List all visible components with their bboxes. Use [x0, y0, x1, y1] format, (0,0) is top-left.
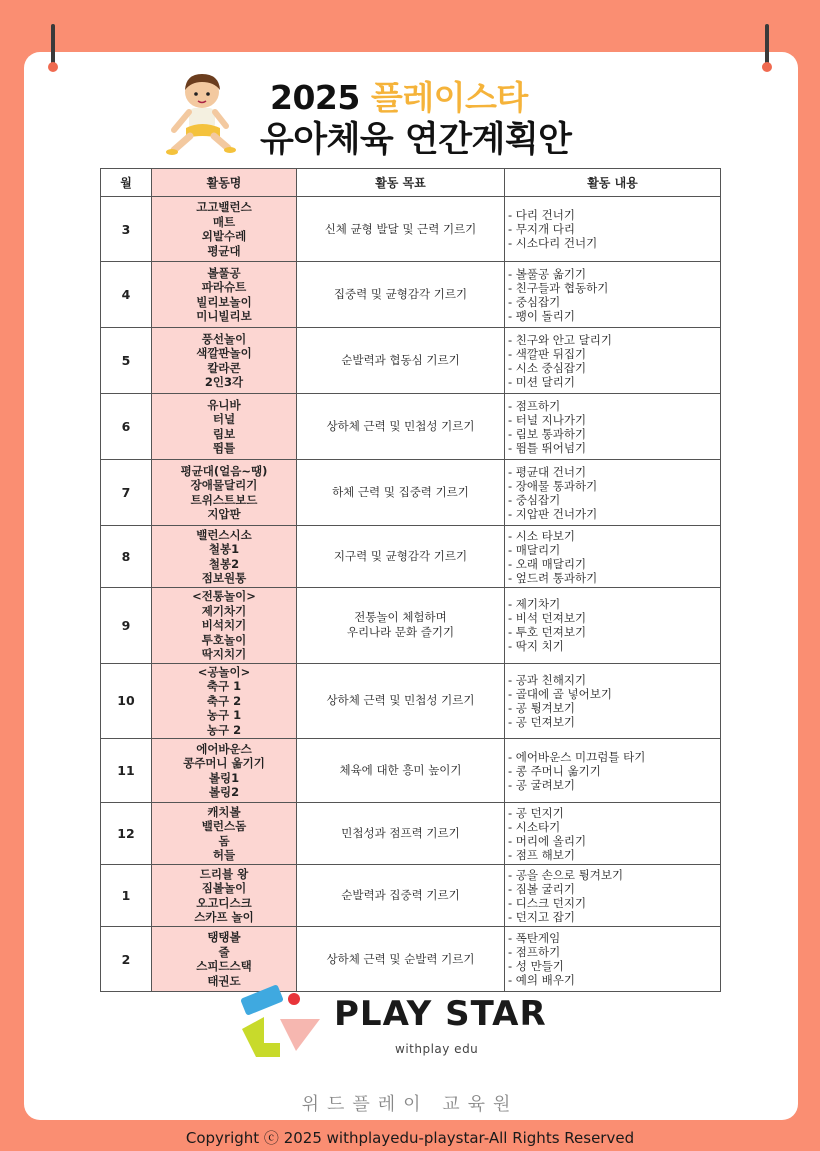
- activity-name: 드리블 왕: [199, 866, 249, 881]
- table-row: [101, 663, 721, 739]
- title-year: 2025: [270, 78, 360, 117]
- month-cell: 2: [101, 927, 152, 992]
- table-row: [101, 394, 721, 460]
- goal-text: 우리나라 문화 즐기기: [346, 625, 455, 640]
- month-cell: 1: [101, 865, 152, 927]
- month-cell: 7: [101, 460, 152, 526]
- content-item: - 시소 타보기: [508, 528, 576, 543]
- content-item: - 예의 배우기: [508, 973, 576, 987]
- month-cell: 5: [101, 328, 152, 394]
- content-item: - 던지고 잡기: [508, 909, 576, 924]
- activity-name: 밸런스돔: [201, 819, 247, 833]
- month-cell: 12: [101, 803, 152, 865]
- activity-name: 콩주머니 옮기기: [183, 756, 265, 770]
- goal-cell: [297, 197, 505, 262]
- activity-name: 탱탱볼: [207, 930, 241, 944]
- playstar-logo-icon: [236, 985, 326, 1065]
- organization-name: 위드플레이 교육원: [301, 1094, 519, 1115]
- activity-cell: [152, 663, 297, 739]
- activity-name: 허들: [212, 848, 236, 862]
- content-item: - 지압판 건너가기: [508, 506, 598, 521]
- activity-name: 딱지치기: [201, 647, 247, 661]
- content-item: - 공 굴려보기: [508, 777, 576, 792]
- content-item: - 공 던지기: [508, 805, 564, 820]
- content-item: - 머리에 올리기: [508, 833, 587, 848]
- activity-cell: [152, 262, 297, 328]
- activity-name: 볼링1: [208, 770, 240, 785]
- activity-name: 축구 1: [206, 679, 242, 693]
- activity-name: 태권도: [207, 973, 241, 988]
- table-row: [101, 803, 721, 865]
- header-month: 월: [101, 169, 152, 197]
- header-activity: 활동명: [152, 169, 297, 197]
- activity-name: 뜀틀: [212, 441, 236, 455]
- activity-name: 색깔판놀이: [196, 346, 252, 360]
- activity-name: 제기차기: [201, 603, 247, 618]
- content-item: - 시소타기: [508, 819, 561, 834]
- activity-name: 오고디스크: [196, 895, 252, 910]
- content-cell: [505, 927, 721, 992]
- goal-text: 하체 근력 및 집중력 기르기: [332, 485, 469, 499]
- activity-cell: [152, 588, 297, 664]
- activity-cell: [152, 328, 297, 394]
- month-cell: 10: [101, 663, 152, 739]
- annual-plan-table: [100, 168, 721, 992]
- content-item: - 투호 던져보기: [508, 625, 587, 640]
- activity-name: <공놀이>: [197, 664, 251, 679]
- content-cell: [505, 262, 721, 328]
- content-cell: [505, 588, 721, 664]
- content-item: - 엎드려 통과하기: [508, 570, 598, 585]
- table-row: [101, 526, 721, 588]
- content-item: - 공을 손으로 튕겨보기: [508, 867, 624, 882]
- content-item: - 점프 해보기: [508, 847, 576, 862]
- table-header-row: [101, 169, 721, 197]
- table-row: [101, 865, 721, 927]
- content-cell: [505, 526, 721, 588]
- activity-name: 미니빌리보: [196, 309, 252, 323]
- month-cell: 4: [101, 262, 152, 328]
- activity-cell: [152, 803, 297, 865]
- content-item: - 매달리기: [508, 542, 561, 557]
- goal-text: 집중력 및 균형감각 기르기: [333, 287, 468, 301]
- activity-cell: [152, 526, 297, 588]
- goal-text: 민첩성과 점프력 기르기: [341, 826, 460, 840]
- goal-text: 지구력 및 균형감각 기르기: [333, 549, 468, 563]
- content-item: - 딱지 치기: [508, 639, 564, 654]
- goal-text: 신체 균형 발달 및 근력 기르기: [324, 221, 477, 236]
- goal-cell: [297, 394, 505, 460]
- activity-name: 칼라콘: [207, 360, 241, 375]
- activity-name: 스피드스택: [196, 959, 252, 973]
- content-item: - 친구들과 협동하기: [508, 280, 609, 295]
- activity-name: 짐볼놀이: [201, 881, 247, 895]
- activity-cell: [152, 927, 297, 992]
- content-item: - 중심잡기: [508, 294, 561, 309]
- content-cell: [505, 739, 721, 803]
- content-item: - 중심잡기: [508, 492, 561, 507]
- content-item: - 제기차기: [508, 597, 561, 612]
- goal-text: 상하체 근력 및 민첩성 기르기: [326, 693, 475, 708]
- content-cell: [505, 460, 721, 526]
- month-cell: 9: [101, 588, 152, 664]
- content-item: - 림보 통과하기: [508, 426, 587, 441]
- activity-name: 줄: [218, 944, 230, 959]
- activity-name: 유니바: [207, 397, 241, 412]
- activity-name: 파라슈트: [201, 280, 247, 294]
- activity-cell: [152, 460, 297, 526]
- activity-name: 점보원통: [201, 571, 247, 585]
- activity-name: 비석치기: [201, 618, 247, 632]
- content-item: - 공 던져보기: [508, 714, 576, 729]
- title-brand: 플레이스타: [370, 78, 528, 117]
- content-cell: [505, 394, 721, 460]
- goal-text: 상하체 근력 및 민첩성 기르기: [326, 419, 475, 433]
- table-row: [101, 262, 721, 328]
- content-cell: [505, 865, 721, 927]
- content-item: - 터널 지나가기: [508, 412, 587, 427]
- activity-name: 평균대(얼음~땡): [180, 463, 268, 478]
- activity-cell: [152, 394, 297, 460]
- activity-cell: [152, 865, 297, 927]
- activity-name: 고고밸런스: [196, 200, 252, 214]
- activity-name: 돔: [218, 833, 230, 848]
- goal-text: 상하체 근력 및 순발력 기르기: [326, 951, 475, 966]
- content-item: - 볼풀공 옮기기: [508, 266, 587, 281]
- activity-name: 2인3각: [204, 375, 244, 389]
- header-goal: 활동 목표: [297, 169, 505, 197]
- month-cell: 3: [101, 197, 152, 262]
- content-item: - 오래 매달리기: [508, 556, 587, 571]
- activity-name: 철봉2: [208, 556, 240, 571]
- activity-name: 농구 1: [206, 708, 242, 722]
- content-cell: [505, 197, 721, 262]
- activity-name: 투호놀이: [201, 632, 247, 647]
- content-item: - 장애물 통과하기: [508, 478, 598, 493]
- activity-name: 매트: [212, 214, 236, 229]
- content-item: - 친구와 안고 달리기: [508, 332, 612, 347]
- goal-cell: [297, 460, 505, 526]
- activity-name: 캐치볼: [207, 804, 241, 819]
- goal-text: 순발력과 집중력 기르기: [341, 888, 460, 902]
- goal-cell: [297, 328, 505, 394]
- page-subtitle: 유아체육 연간계획안: [260, 120, 572, 160]
- content-item: - 무지개 다리: [508, 222, 576, 236]
- table-row: [101, 927, 721, 992]
- content-item: - 점프하기: [508, 945, 561, 959]
- content-item: - 뜀틀 뛰어넘기: [508, 440, 587, 455]
- child-illustration-icon: [164, 70, 244, 160]
- content-item: - 공과 친해지기: [508, 672, 587, 687]
- activity-name: 림보: [212, 426, 236, 441]
- activity-name: <전통놀이>: [192, 589, 256, 603]
- pin-right: [762, 24, 772, 76]
- activity-name: 트위스트보드: [190, 492, 258, 507]
- activity-name: 빌리보놀이: [196, 294, 252, 309]
- content-cell: [505, 803, 721, 865]
- content-item: - 공 튕겨보기: [508, 700, 576, 715]
- activity-name: 평균대: [207, 243, 241, 258]
- table-row: [101, 460, 721, 526]
- content-cell: [505, 663, 721, 739]
- content-cell: [505, 328, 721, 394]
- content-item: - 디스크 던지기: [508, 895, 587, 910]
- goal-cell: [297, 927, 505, 992]
- goal-cell: [297, 588, 505, 664]
- goal-text: 순발력과 협동심 기르기: [341, 353, 460, 367]
- month-cell: 8: [101, 526, 152, 588]
- pin-left: [48, 24, 58, 76]
- month-cell: 6: [101, 394, 152, 460]
- activity-name: 터널: [212, 412, 236, 426]
- activity-name: 볼풀공: [207, 265, 241, 280]
- activity-name: 철봉1: [208, 542, 240, 556]
- goal-cell: [297, 865, 505, 927]
- activity-name: 에어바운스: [196, 741, 252, 756]
- content-item: - 미션 달리기: [508, 374, 576, 389]
- goal-text: 체육에 대한 흥미 높이기: [339, 763, 462, 777]
- goal-cell: [297, 526, 505, 588]
- goal-text: 전통놀이 체험하며: [354, 610, 447, 625]
- goal-cell: [297, 262, 505, 328]
- table-row: [101, 328, 721, 394]
- header-content: 활동 내용: [505, 169, 721, 197]
- goal-cell: [297, 739, 505, 803]
- activity-name: 장애물달리기: [190, 478, 258, 492]
- goal-cell: [297, 803, 505, 865]
- goal-cell: [297, 663, 505, 739]
- content-item: - 에어바운스 미끄럼틀 타기: [508, 749, 646, 764]
- activity-name: 볼링2: [208, 785, 240, 799]
- activity-cell: [152, 739, 297, 803]
- brand-tagline: withplay edu: [395, 1042, 479, 1056]
- content-item: - 시소다리 건너기: [508, 236, 598, 250]
- content-item: - 점프하기: [508, 398, 561, 413]
- activity-name: 농구 2: [206, 722, 242, 737]
- activity-name: 밸런스시소: [196, 527, 252, 542]
- content-item: - 다리 건너기: [508, 208, 576, 222]
- content-item: - 콩 주머니 옮기기: [508, 763, 601, 778]
- content-item: - 골대에 골 넣어보기: [508, 686, 612, 701]
- activity-name: 풍선놀이: [201, 331, 247, 346]
- content-item: - 팽이 돌리기: [508, 308, 576, 323]
- activity-name: 축구 2: [206, 693, 242, 708]
- activity-name: 외발수레: [201, 229, 247, 243]
- brand-name: PLAY STAR: [334, 994, 547, 1034]
- table-row: [101, 588, 721, 664]
- content-item: - 평균대 건너기: [508, 464, 587, 479]
- activity-name: 스카프 놀이: [194, 910, 254, 924]
- activity-name: 지압판: [207, 507, 241, 521]
- table-row: [101, 197, 721, 262]
- month-cell: 11: [101, 739, 152, 803]
- content-item: - 비석 던져보기: [508, 611, 587, 626]
- copyright-notice: Copyright ⓒ 2025 withplayedu-playstar-All Rights Reserved: [185, 1129, 635, 1147]
- content-item: - 색깔판 뒤집기: [508, 346, 587, 361]
- content-item: - 짐볼 굴리기: [508, 881, 576, 896]
- content-item: - 성 만들기: [508, 959, 564, 973]
- content-item: - 시소 중심잡기: [508, 360, 587, 375]
- activity-cell: [152, 197, 297, 262]
- content-item: - 폭탄게임: [508, 931, 561, 945]
- table-row: [101, 739, 721, 803]
